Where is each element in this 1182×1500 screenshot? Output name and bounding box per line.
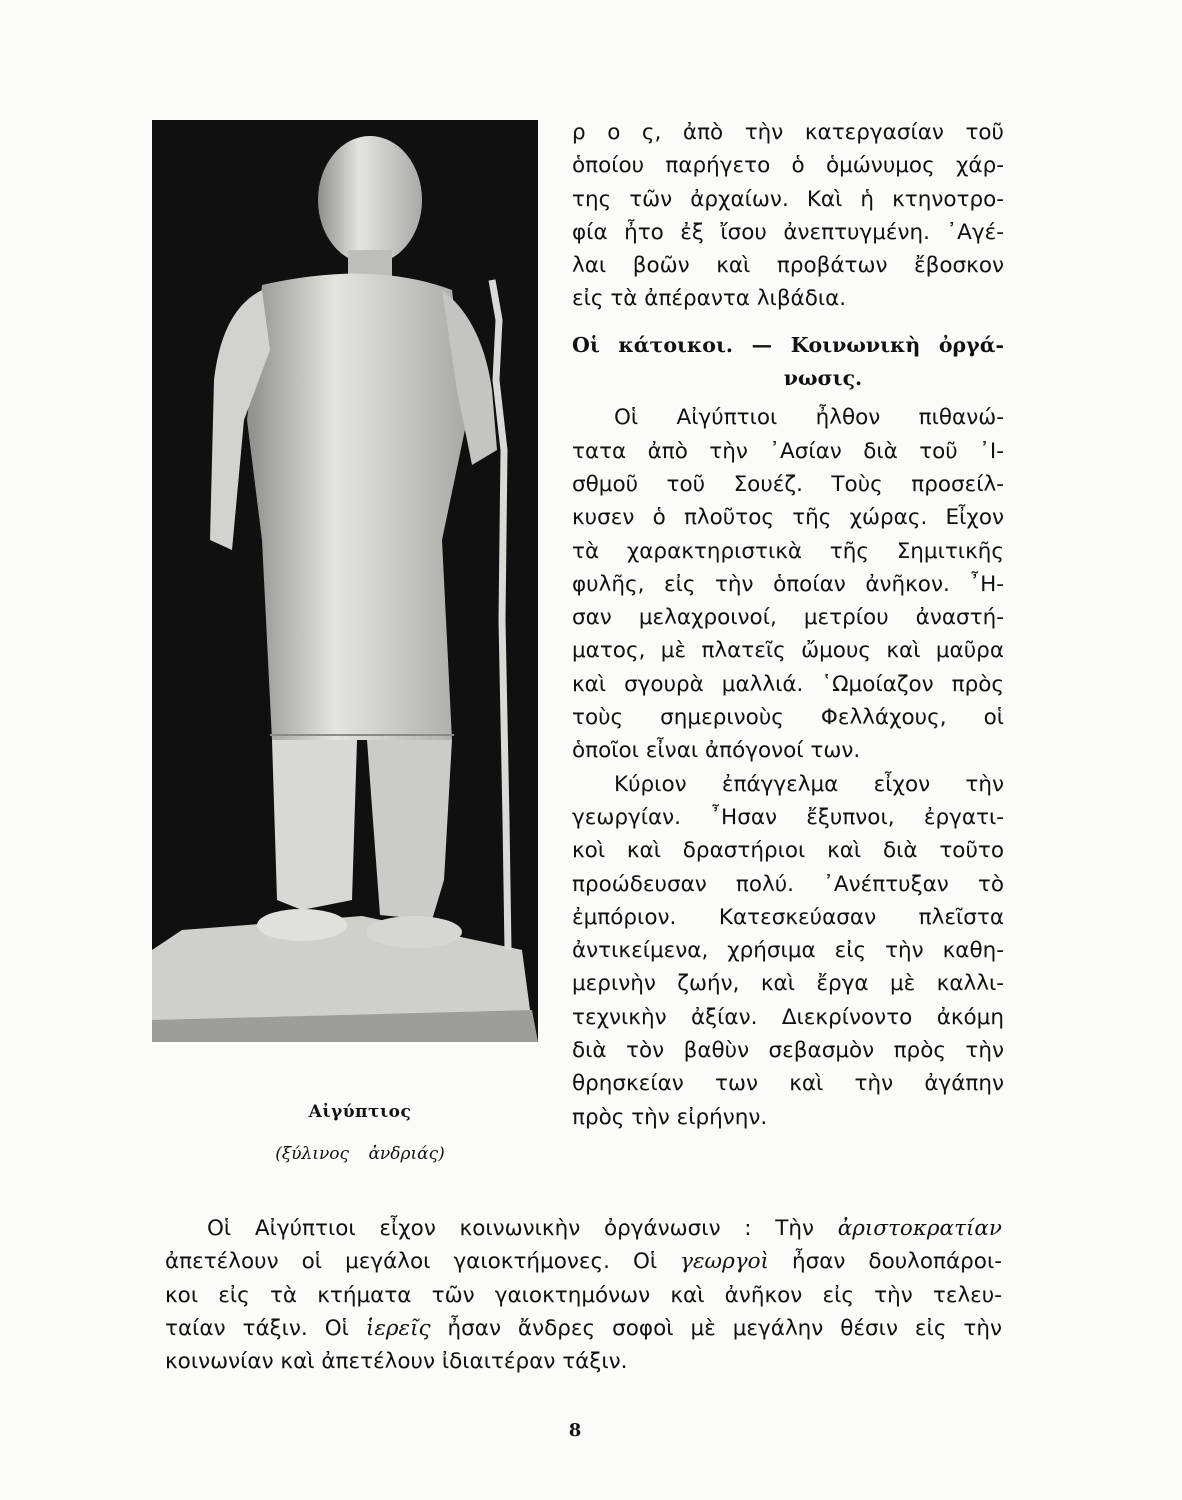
text-line: ἐμπόριον. Κατεσκεύασαν πλεῖστα xyxy=(572,904,1004,930)
text-run: ἦσαν δουλοπάροι- xyxy=(768,1249,1002,1275)
text-line: ὁποῖοι εἶναι ἀπόγονοί των. xyxy=(572,738,861,764)
text-run: ἀπετέλουν οἱ μεγάλοι γαιοκτήμονες. Οἱ xyxy=(165,1249,681,1275)
term-farmers: γεωργοὶ xyxy=(680,1249,769,1275)
text-line: τεχνικὴν ἀξίαν. Διεκρίνοντο ἀκόμη xyxy=(572,1004,1004,1030)
figure-caption-title: Αἰγύπτιος xyxy=(308,1102,412,1122)
text-line: γεωργίαν. ῏Ησαν ἔξυπνοι, ἐργατι- xyxy=(572,804,1004,830)
statue-illustration xyxy=(152,120,538,1042)
text-line xyxy=(165,1212,1002,1245)
text-run: ἦσαν ἄνδρες σοφοὶ μὲ μεγάλην θέσιν εἰς τὴν xyxy=(430,1315,1003,1341)
text-line: πρὸς τὴν εἰρήνην. xyxy=(572,1104,768,1130)
text-line: Κύριον ἐπάγγελμα εἶχον τὴν xyxy=(614,771,1004,797)
statue-body xyxy=(247,274,467,740)
text-line: σθμοῦ τοῦ Σουέζ. Τοὺς προσείλ- xyxy=(572,471,1004,497)
term-priests: ἱερεῖς xyxy=(365,1315,431,1341)
text-line: κοὶ καὶ δραστήριοι καὶ διὰ τοῦτο xyxy=(572,838,1004,864)
text-line: της τῶν ἀρχαίων. Καὶ ἡ κτηνοτρο- xyxy=(572,186,1004,212)
text-line: ἀντικείμενα, χρήσιμα εἰς τὴν καθη- xyxy=(572,938,1004,964)
text-line: τοὺς σημερινοὺς Φελλάχους, οἱ xyxy=(572,705,1004,731)
text-line: διὰ τὸν βαθὺν σεβασμὸν πρὸς τὴν xyxy=(572,1038,1004,1064)
statue-right-leg xyxy=(367,740,452,920)
figure-caption-subtitle: (ξύλινος ἀνδριάς) xyxy=(275,1144,445,1164)
text-line: κυσεν ὁ πλοῦτος τῆς χώρας. Εἶχον xyxy=(572,505,1004,531)
text-line: θρησκείαν των καὶ τὴν ἀγάπην xyxy=(572,1071,1004,1097)
text-run: Οἱ Αἰγύπτιοι εἶχον κοινωνικὴν ὀργάνωσιν : Τὴν xyxy=(207,1216,838,1241)
statue-photograph xyxy=(152,120,538,1042)
statue-staff xyxy=(492,280,508,950)
term-aristocracy: ἀριστοκρατίαν xyxy=(837,1216,1002,1241)
text-line: κοι εἰς τὰ κτήματα τῶν γαιοκτημόνων καὶ ἀνῆκον εἰς τὴν τελευ- xyxy=(165,1282,1002,1308)
paragraph-occupation xyxy=(572,768,1004,1134)
text-line: ματος, μὲ πλατεῖς ὤμους καὶ μαῦρα xyxy=(572,638,1004,664)
statue-left-leg xyxy=(272,740,357,910)
text-line: εἰς τὰ ἀπέραντα λιβάδια. xyxy=(572,286,847,312)
heading-line: Οἱ κάτοικοι. — Κοινωνικὴ ὀργά- xyxy=(572,332,1004,357)
text-line xyxy=(165,1245,1002,1278)
text-line: ὁποίου παρήγετο ὁ ὁμώνυμος χάρ- xyxy=(572,153,1004,179)
text-line: λαι βοῶν καὶ προβάτων ἔβοσκον xyxy=(572,253,1004,279)
text-line: ρ ο ς, ἀπὸ τὴν κατεργασίαν τοῦ xyxy=(572,120,1004,145)
text-line: κοινωνίαν καὶ ἀπετέλουν ἰδιαιτέραν τάξιν. xyxy=(165,1349,628,1375)
text-line: Οἱ Αἰγύπτιοι ἦλθον πιθανώ- xyxy=(614,405,1004,431)
text-line: φία ἦτο ἐξ ἴσου ἀνεπτυγμένη. ᾿Αγέ- xyxy=(572,219,1004,245)
text-line: τὰ χαρακτηριστικὰ τῆς Σημιτικῆς xyxy=(572,538,1004,564)
text-line: μερινὴν ζωήν, καὶ ἔργα μὲ καλλι- xyxy=(572,971,1004,997)
heading-line: νωσις. xyxy=(783,366,863,391)
paragraph-origins xyxy=(572,401,1004,767)
text-line xyxy=(165,1312,1002,1345)
intro-paragraph xyxy=(572,116,1004,316)
social-organization-paragraph xyxy=(165,1212,1002,1378)
text-line: καὶ σγουρὰ μαλλιά. ῾Ωμοίαζον πρὸς xyxy=(572,671,1004,697)
text-run: ταίαν τάξιν. Οἱ xyxy=(165,1315,366,1341)
text-line: φυλῆς, εἰς τὴν ὁποίαν ἀνῆκον. ῏Η- xyxy=(572,571,1004,597)
statue-head xyxy=(318,136,422,264)
page-number: 8 xyxy=(568,1420,582,1441)
right-column-text xyxy=(572,116,1004,1134)
text-line: τατα ἀπὸ τὴν ᾿Ασίαν διὰ τοῦ ᾿Ι- xyxy=(572,438,1004,464)
section-heading xyxy=(572,329,1004,396)
text-line: σαν μελαχροινοί, μετρίου ἀναστή- xyxy=(572,605,1004,631)
text-line: προώδευσαν πολύ. ᾿Ανέπτυξαν τὸ xyxy=(572,871,1004,897)
